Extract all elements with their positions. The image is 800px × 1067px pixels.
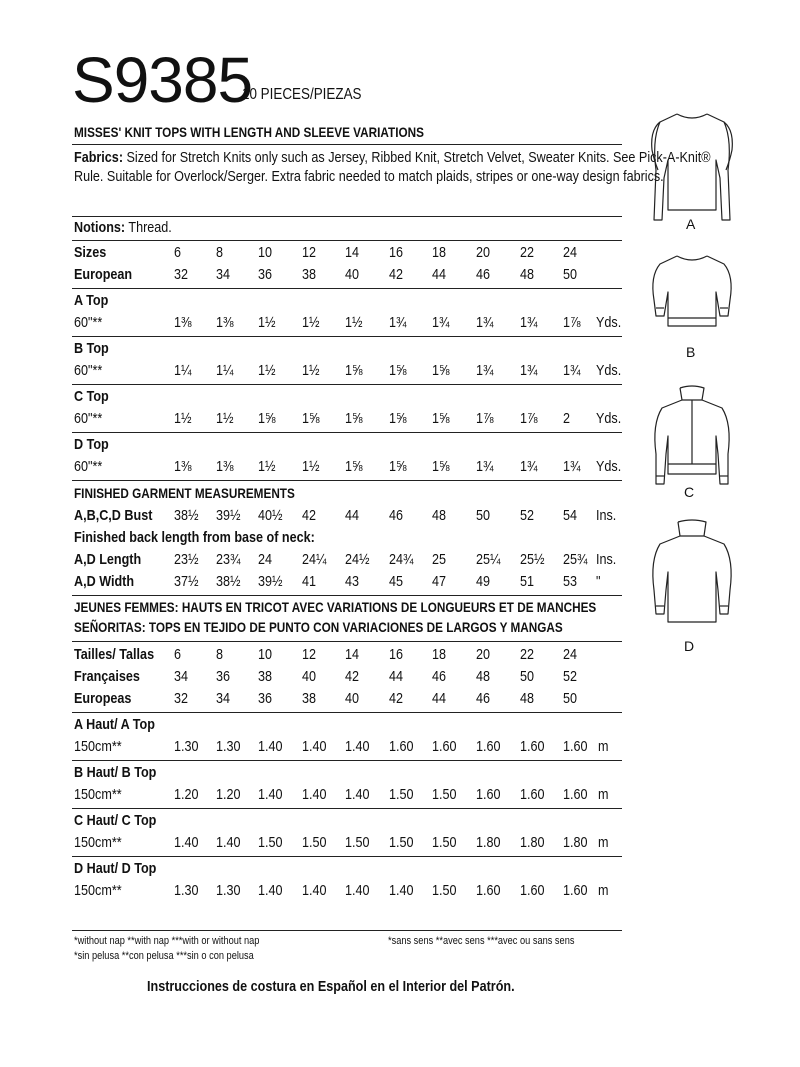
table-cell: 23½ bbox=[174, 551, 199, 568]
pieces-count: 10 PIECES/PIEZAS bbox=[242, 86, 362, 103]
yardage-cell: 1½ bbox=[258, 362, 276, 379]
yardage-cell: 1⅝ bbox=[345, 410, 363, 427]
unit-label: m bbox=[598, 786, 609, 803]
view-label-d: D bbox=[684, 638, 695, 654]
table-cell: 42 bbox=[345, 668, 360, 685]
table-cell: 16 bbox=[389, 244, 404, 261]
view-c-sketch bbox=[655, 386, 729, 484]
notions-text: Thread. bbox=[125, 219, 172, 236]
yardage-cell: 1.30 bbox=[174, 738, 199, 755]
table-cell: 46 bbox=[432, 668, 447, 685]
fabrics-label: Fabrics: bbox=[74, 149, 124, 166]
table-cell: 50 bbox=[476, 507, 491, 524]
yardage-cell: 1.40 bbox=[258, 882, 283, 899]
table-cell: 49 bbox=[476, 573, 491, 590]
yardage-cell: 1.40 bbox=[258, 786, 283, 803]
table-cell: 46 bbox=[476, 690, 491, 707]
yardage-cell: 2 bbox=[563, 410, 571, 427]
yardage-cell: 1⅝ bbox=[432, 458, 450, 475]
yardage-cell: 1.60 bbox=[476, 786, 501, 803]
fabric-width: 60"** bbox=[74, 314, 103, 331]
yardage-cell: 1.60 bbox=[563, 786, 588, 803]
view-label: A Haut/ A Top bbox=[74, 716, 155, 733]
view-label-b: B bbox=[686, 344, 696, 360]
divider bbox=[72, 595, 622, 596]
yardage-cell: 1.40 bbox=[302, 882, 327, 899]
divider bbox=[72, 760, 622, 761]
yardage-cell: 1.60 bbox=[389, 738, 414, 755]
divider bbox=[72, 856, 622, 857]
yardage-cell: 1.60 bbox=[476, 738, 501, 755]
table-cell: 46 bbox=[389, 507, 404, 524]
yardage-cell: 1.50 bbox=[432, 834, 457, 851]
table-cell: 40½ bbox=[258, 507, 283, 524]
yardage-cell: 1½ bbox=[345, 314, 363, 331]
table-cell: 39½ bbox=[216, 507, 241, 524]
table-cell: 20 bbox=[476, 646, 491, 663]
view-label: C Haut/ C Top bbox=[74, 812, 157, 829]
table-cell: 16 bbox=[389, 646, 404, 663]
unit-label: m bbox=[598, 738, 609, 755]
yardage-cell: 1.30 bbox=[216, 738, 241, 755]
yardage-cell: 1.80 bbox=[476, 834, 501, 851]
fabric-width: 60"** bbox=[74, 362, 103, 379]
table-cell: 36 bbox=[258, 690, 273, 707]
table-cell: 44 bbox=[389, 668, 404, 685]
unit-label: Yds. bbox=[596, 458, 622, 475]
table-cell: 25¼ bbox=[476, 551, 501, 568]
divider bbox=[72, 930, 622, 931]
table-cell: 37½ bbox=[174, 573, 199, 590]
french-title: JEUNES FEMMES: HAUTS EN TRICOT AVEC VARIATIONS DE LONGUEURS ET DE MANCHES bbox=[74, 599, 597, 615]
table-cell: 8 bbox=[216, 244, 224, 261]
unit-label: Yds. bbox=[596, 314, 622, 331]
yardage-cell: 1¾ bbox=[476, 362, 494, 379]
yardage-cell: 1½ bbox=[258, 314, 276, 331]
divider bbox=[72, 480, 622, 481]
table-cell: 38½ bbox=[174, 507, 199, 524]
table-cell: 6 bbox=[174, 244, 182, 261]
table-cell: 20 bbox=[476, 244, 491, 261]
pattern-title: MISSES' KNIT TOPS WITH LENGTH AND SLEEVE VARIATIONS bbox=[74, 124, 424, 140]
table-cell: 10 bbox=[258, 244, 273, 261]
yardage-cell: 1.60 bbox=[563, 738, 588, 755]
yardage-cell: 1¼ bbox=[216, 362, 234, 379]
table-cell: 53 bbox=[563, 573, 578, 590]
table-cell: 51 bbox=[520, 573, 535, 590]
table-cell: 18 bbox=[432, 244, 447, 261]
unit-label: " bbox=[596, 573, 601, 590]
table-cell: 14 bbox=[345, 646, 360, 663]
table-cell: 36 bbox=[258, 266, 273, 283]
yardage-cell: 1.60 bbox=[563, 882, 588, 899]
yardage-cell: 1⅝ bbox=[389, 458, 407, 475]
yardage-cell: 1.80 bbox=[563, 834, 588, 851]
yardage-cell: 1.40 bbox=[389, 882, 414, 899]
table-cell: 45 bbox=[389, 573, 404, 590]
garment-sketches bbox=[622, 100, 752, 660]
yardage-cell: 1⅜ bbox=[174, 458, 192, 475]
table-cell: 6 bbox=[174, 646, 182, 663]
view-label: A Top bbox=[74, 292, 109, 309]
table-cell: 24 bbox=[563, 244, 578, 261]
table-cell: 25¾ bbox=[563, 551, 588, 568]
yardage-cell: 1½ bbox=[302, 362, 320, 379]
table-cell: 44 bbox=[432, 266, 447, 283]
yardage-cell: 1⅞ bbox=[476, 410, 494, 427]
yardage-cell: 1⅝ bbox=[389, 362, 407, 379]
yardage-cell: 1.50 bbox=[432, 882, 457, 899]
unit-label: m bbox=[598, 834, 609, 851]
table-cell: 32 bbox=[174, 266, 189, 283]
table-cell: 24 bbox=[258, 551, 273, 568]
yardage-cell: 1.80 bbox=[520, 834, 545, 851]
row-label: Tailles/ Tallas bbox=[74, 646, 155, 663]
table-cell: 38 bbox=[302, 266, 317, 283]
yardage-cell: 1.40 bbox=[345, 882, 370, 899]
table-cell: 34 bbox=[216, 266, 231, 283]
table-cell: 43 bbox=[345, 573, 360, 590]
yardage-cell: 1½ bbox=[302, 458, 320, 475]
table-cell: 23¾ bbox=[216, 551, 241, 568]
spanish-instructions-note: Instrucciones de costura en Español en el Interior del Patrón. bbox=[147, 978, 515, 995]
yardage-cell: 1.40 bbox=[302, 786, 327, 803]
table-cell: 42 bbox=[389, 266, 404, 283]
table-cell: 12 bbox=[302, 646, 317, 663]
unit-label: Yds. bbox=[596, 362, 622, 379]
table-cell: 32 bbox=[174, 690, 189, 707]
yardage-cell: 1¾ bbox=[520, 314, 538, 331]
yardage-cell: 1¾ bbox=[520, 362, 538, 379]
table-cell: 34 bbox=[174, 668, 189, 685]
divider bbox=[72, 641, 622, 642]
unit-label: Ins. bbox=[596, 551, 617, 568]
table-cell: 24¼ bbox=[302, 551, 327, 568]
view-label: C Top bbox=[74, 388, 109, 405]
notions-label: Notions: bbox=[74, 219, 126, 236]
yardage-cell: 1.50 bbox=[258, 834, 283, 851]
table-cell: 18 bbox=[432, 646, 447, 663]
table-cell: 24¾ bbox=[389, 551, 414, 568]
fabric-width: 60"** bbox=[74, 458, 103, 475]
row-label: A,D Length bbox=[74, 551, 142, 568]
yardage-cell: 1½ bbox=[302, 314, 320, 331]
yardage-cell: 1¼ bbox=[174, 362, 192, 379]
table-cell: 22 bbox=[520, 646, 535, 663]
table-cell: 48 bbox=[520, 266, 535, 283]
yardage-cell: 1.40 bbox=[345, 738, 370, 755]
fabric-width: 60"** bbox=[74, 410, 103, 427]
yardage-cell: 1.50 bbox=[389, 834, 414, 851]
yardage-cell: 1½ bbox=[174, 410, 192, 427]
divider bbox=[72, 216, 622, 217]
yardage-cell: 1⅜ bbox=[216, 314, 234, 331]
table-cell: 48 bbox=[520, 690, 535, 707]
table-cell: 40 bbox=[345, 690, 360, 707]
yardage-cell: 1.40 bbox=[258, 738, 283, 755]
divider bbox=[72, 288, 622, 289]
row-label: Françaises bbox=[74, 668, 140, 685]
fabric-width: 150cm** bbox=[74, 738, 122, 755]
yardage-cell: 1¾ bbox=[389, 314, 407, 331]
table-cell: 14 bbox=[345, 244, 360, 261]
yardage-cell: 1.50 bbox=[432, 786, 457, 803]
table-cell: 22 bbox=[520, 244, 535, 261]
yardage-cell: 1⅜ bbox=[216, 458, 234, 475]
spanish-title: SEÑORITAS: TOPS EN TEJIDO DE PUNTO CON VARIACIONES DE LARGOS Y MANGAS bbox=[74, 619, 563, 635]
row-label: European bbox=[74, 266, 133, 283]
yardage-cell: 1.20 bbox=[174, 786, 199, 803]
table-cell: 42 bbox=[302, 507, 317, 524]
yardage-cell: 1.50 bbox=[302, 834, 327, 851]
table-cell: 47 bbox=[432, 573, 447, 590]
yardage-cell: 1.40 bbox=[216, 834, 241, 851]
table-cell: 46 bbox=[476, 266, 491, 283]
view-d-sketch bbox=[653, 520, 731, 622]
divider bbox=[72, 384, 622, 385]
yardage-cell: 1⅝ bbox=[258, 410, 276, 427]
fabrics-text: Sized for Stretch Knits only such as Jersey, Ribbed Knit, Stretch Velvet, Sweater Knits. See Pick-A-Knit® Rule. Suitable for Overlock/Serger. Extra fabric needed to match plaids, stripes or one-way design fabrics. bbox=[74, 149, 711, 185]
view-a-sketch bbox=[652, 114, 733, 220]
table-cell: 52 bbox=[563, 668, 578, 685]
table-cell: 40 bbox=[345, 266, 360, 283]
yardage-cell: 1⅝ bbox=[432, 410, 450, 427]
fabric-width: 150cm** bbox=[74, 882, 122, 899]
unit-label: m bbox=[598, 882, 609, 899]
table-cell: 42 bbox=[389, 690, 404, 707]
table-cell: 24½ bbox=[345, 551, 370, 568]
yardage-cell: 1¾ bbox=[432, 314, 450, 331]
yardage-cell: 1⅝ bbox=[389, 410, 407, 427]
yardage-cell: 1½ bbox=[216, 410, 234, 427]
table-cell: 48 bbox=[432, 507, 447, 524]
divider bbox=[72, 432, 622, 433]
back-length-label: Finished back length from base of neck: bbox=[74, 529, 315, 546]
yardage-cell: 1.30 bbox=[174, 882, 199, 899]
row-label: A,D Width bbox=[74, 573, 135, 590]
yardage-cell: 1.60 bbox=[520, 882, 545, 899]
yardage-cell: 1.60 bbox=[432, 738, 457, 755]
yardage-cell: 1⅞ bbox=[520, 410, 538, 427]
view-label-c: C bbox=[684, 484, 695, 500]
yardage-cell: 1.60 bbox=[476, 882, 501, 899]
table-cell: 12 bbox=[302, 244, 317, 261]
yardage-cell: 1.60 bbox=[520, 738, 545, 755]
table-cell: 38½ bbox=[216, 573, 241, 590]
table-cell: 39½ bbox=[258, 573, 283, 590]
row-label: Europeas bbox=[74, 690, 132, 707]
table-cell: 24 bbox=[563, 646, 578, 663]
view-label: D Top bbox=[74, 436, 109, 453]
table-cell: 50 bbox=[563, 690, 578, 707]
yardage-cell: 1⅞ bbox=[563, 314, 581, 331]
yardage-cell: 1.50 bbox=[389, 786, 414, 803]
table-cell: 10 bbox=[258, 646, 273, 663]
yardage-cell: 1⅝ bbox=[302, 410, 320, 427]
yardage-cell: 1.20 bbox=[216, 786, 241, 803]
yardage-cell: 1¾ bbox=[563, 458, 581, 475]
table-cell: 54 bbox=[563, 507, 578, 524]
table-cell: 50 bbox=[563, 266, 578, 283]
unit-label: Ins. bbox=[596, 507, 617, 524]
yardage-cell: 1.40 bbox=[174, 834, 199, 851]
unit-label: Yds. bbox=[596, 410, 622, 427]
yardage-cell: 1½ bbox=[258, 458, 276, 475]
table-cell: 50 bbox=[520, 668, 535, 685]
table-cell: 8 bbox=[216, 646, 224, 663]
table-cell: 38 bbox=[258, 668, 273, 685]
table-cell: 48 bbox=[476, 668, 491, 685]
yardage-cell: 1.40 bbox=[345, 786, 370, 803]
table-cell: 36 bbox=[216, 668, 231, 685]
footnote-french: *sans sens **avec sens ***avec ou sans sens bbox=[388, 935, 575, 947]
table-cell: 52 bbox=[520, 507, 535, 524]
yardage-cell: 1⅝ bbox=[345, 458, 363, 475]
yardage-cell: 1⅝ bbox=[432, 362, 450, 379]
divider bbox=[72, 808, 622, 809]
footnote-english: *without nap **with nap ***with or without nap bbox=[74, 935, 260, 947]
yardage-cell: 1⅝ bbox=[345, 362, 363, 379]
row-label: Sizes bbox=[74, 244, 107, 261]
yardage-cell: 1.30 bbox=[216, 882, 241, 899]
yardage-cell: 1.40 bbox=[302, 738, 327, 755]
yardage-cell: 1¾ bbox=[476, 458, 494, 475]
row-label: A,B,C,D Bust bbox=[74, 507, 153, 524]
yardage-cell: 1⅜ bbox=[174, 314, 192, 331]
view-label: D Haut/ D Top bbox=[74, 860, 157, 877]
yardage-cell: 1.60 bbox=[520, 786, 545, 803]
divider bbox=[72, 144, 622, 145]
pattern-number: S9385 bbox=[72, 44, 253, 116]
table-cell: 44 bbox=[345, 507, 360, 524]
finished-measurements-title: FINISHED GARMENT MEASUREMENTS bbox=[74, 485, 295, 501]
fabric-width: 150cm** bbox=[74, 834, 122, 851]
view-label: B Top bbox=[74, 340, 109, 357]
divider bbox=[72, 336, 622, 337]
view-label: B Haut/ B Top bbox=[74, 764, 157, 781]
footnote-spanish: *sin pelusa **con pelusa ***sin o con pelusa bbox=[74, 950, 254, 962]
table-cell: 40 bbox=[302, 668, 317, 685]
yardage-cell: 1.50 bbox=[345, 834, 370, 851]
table-cell: 41 bbox=[302, 573, 317, 590]
divider bbox=[72, 712, 622, 713]
table-cell: 25 bbox=[432, 551, 447, 568]
yardage-cell: 1¾ bbox=[563, 362, 581, 379]
fabric-width: 150cm** bbox=[74, 786, 122, 803]
view-b-sketch bbox=[653, 256, 731, 326]
table-cell: 44 bbox=[432, 690, 447, 707]
table-cell: 25½ bbox=[520, 551, 545, 568]
yardage-cell: 1¾ bbox=[476, 314, 494, 331]
divider bbox=[72, 240, 622, 241]
view-label-a: A bbox=[686, 216, 696, 232]
table-cell: 34 bbox=[216, 690, 231, 707]
table-cell: 38 bbox=[302, 690, 317, 707]
yardage-cell: 1¾ bbox=[520, 458, 538, 475]
